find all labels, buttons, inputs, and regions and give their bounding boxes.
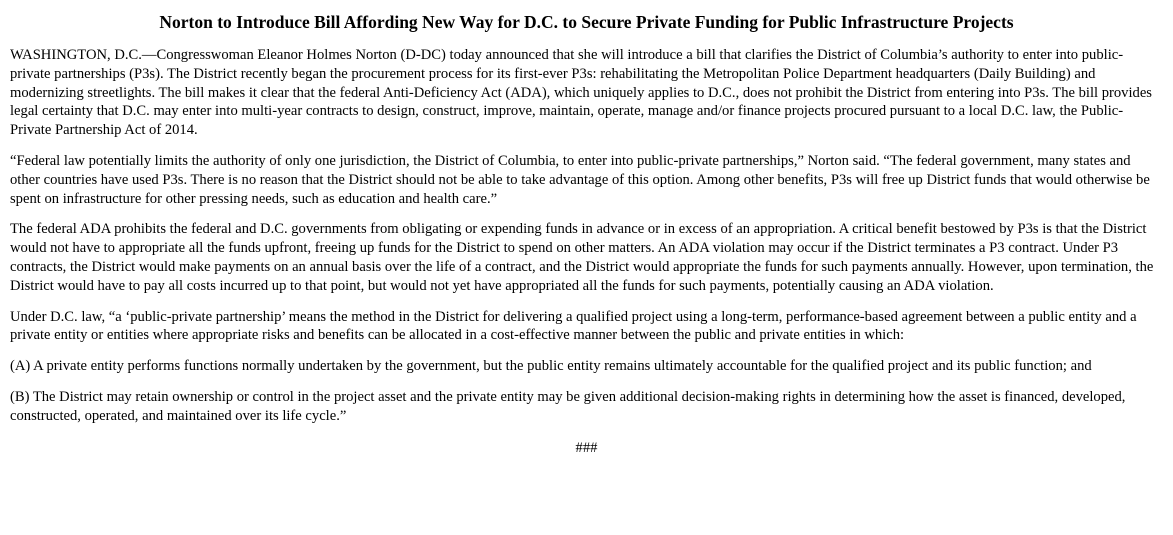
paragraph-ada-explanation: The federal ADA prohibits the federal and D.C. governments from obligating or expending funds in advance or in excess of an appropriation. A critical benefit bestowed by P3s is that the District would not have to appropriate all the funds upfront, freeing up funds for the District to spend on other matters. An ADA violation may occur if the District terminates a P3 contract. Under P3 contracts, the District would make payments on an annual basis over the life of a contract, and the District would appropriate the funds for such payments annually. However, upon termination, the District would have to pay all costs incurred up to that point, but would not yet have appropriated all the funds for such payments, potentially causing an ADA violation. <box>10 221 1154 294</box>
end-of-release-mark: ### <box>575 439 598 456</box>
page-title: Norton to Introduce Bill Affording New Way for D.C. to Secure Private Funding for Public Infrastructure Projects <box>159 12 1014 32</box>
paragraph-clause-a: (A) A private entity performs functions normally undertaken by the government, but the public entity remains ultimately accountable for the qualified project and its public function; and <box>10 358 1092 375</box>
paragraph-intro: WASHINGTON, D.C.—Congresswoman Eleanor Holmes Norton (D-DC) today announced that she will introduce a bill that clarifies the District of Columbia’s authority to enter into public-private partnerships (P3s). The District recently began the procurement process for its first-ever P3s: rehabilitating the Metropolitan Police Department headquarters (Daily Building) and modernizing streetlights. The bill makes it clear that the federal Anti-Deficiency Act (ADA), which uniquely applies to D.C., does not prohibit the District from entering into P3s. The bill provides legal certainty that D.C. may enter into multi-year contracts to design, construct, improve, maintain, operate, manage and/or finance projects procured pursuant to a local D.C. law, the Public-Private Partnership Act of 2014. <box>10 47 1152 139</box>
paragraph-clause-b: (B) The District may retain ownership or control in the project asset and the private entity may be given additional decision-making rights in determining how the asset is financed, developed, constructed, operated, and maintained over its life cycle.” <box>10 388 1126 424</box>
paragraph-norton-quote: “Federal law potentially limits the authority of only one jurisdiction, the District of Columbia, to enter into public-private partnerships,” Norton said. “The federal government, many states and other countries have used P3s. There is no reason that the District should not be able to take advantage of this option. Among other benefits, P3s will free up District funds that would otherwise be spent on infrastructure for other pressing needs, such as education and health care.” <box>10 152 1150 207</box>
paragraph-dc-law-definition: Under D.C. law, “a ‘public-private partnership’ means the method in the District for delivering a qualified project using a long-term, performance-based agreement between a public entity and a private entity or entities where appropriate risks and benefits can be allocated in a cost-effective manner between the public and private entities in which: <box>10 308 1137 344</box>
